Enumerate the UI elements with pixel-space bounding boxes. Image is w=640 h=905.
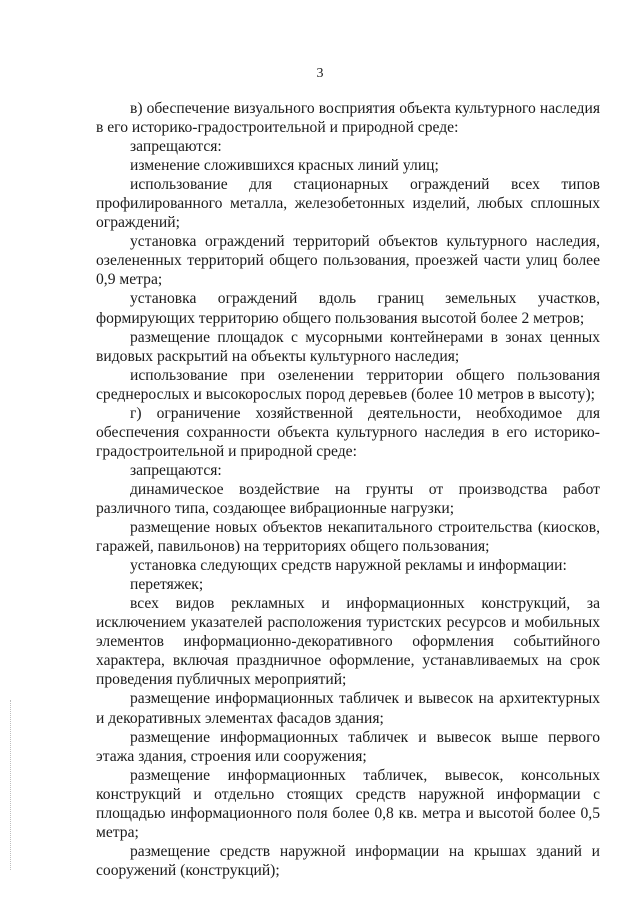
paragraph: запрещаются: xyxy=(130,138,222,156)
paragraph: установка ограждений территорий объектов культурного наследия, озелененных территорий общего пользования, проезжей части улиц более 0,9 метра; xyxy=(96,233,600,289)
scan-edge-marks xyxy=(10,700,12,870)
paragraph: размещение новых объектов некапитального строительства (киосков, гаражей, павильонов) на территориях общего пользования; xyxy=(96,519,600,556)
paragraph: размещение площадок с мусорными контейнерами в зонах ценных видовых раскрытий на объекты культурного наследия; xyxy=(96,328,600,365)
paragraph: перетяжек; xyxy=(130,576,204,594)
paragraph: изменение сложившихся красных линий улиц; xyxy=(130,157,439,175)
paragraph: размещение информационных табличек, вывесок, консольных конструкций и отдельно стоящих средств наружной информации с площадью информационного поля более 0,8 кв. метра и высотой более 0,5 метра; xyxy=(96,766,600,841)
paragraph: размещение информационных табличек и вывесок выше первого этажа здания, строения или сооружения; xyxy=(96,728,600,765)
paragraph: использование для стационарных ограждений всех типов профилированного металла, железобетонных изделий, любых сплошных ограждений; xyxy=(96,176,600,232)
paragraph: запрещаются: xyxy=(130,461,222,479)
paragraph: размещение информационных табличек и вывесок на архитектурных и декоративных элементах фасадов здания; xyxy=(96,690,600,727)
page-number: 3 xyxy=(316,66,324,81)
paragraph: всех видов рекламных и информационных конструкций, за исключением указателей расположения туристских ресурсов и мобильных элементов информационно-декоративного оформления событийного характера, включая праздничное оформление, устанавливаемых на срок проведения публичных мероприятий; xyxy=(96,595,600,689)
paragraph: использование при озеленении территории общего пользования среднерослых и высокорослых пород деревьев (более 10 метров в высоту); xyxy=(96,366,600,403)
paragraph: г) ограничение хозяйственной деятельности, необходимое для обеспечения сохранности объекта культурного наследия в его историко-градостроительной и природной среде: xyxy=(96,404,600,460)
paragraph: установка следующих средств наружной рекламы и информации: xyxy=(130,557,567,575)
paragraph: динамическое воздействие на грунты от производства работ различного типа, создающее вибрационные нагрузки; xyxy=(96,480,600,517)
paragraph: размещение средств наружной информации на крышах зданий и сооружений (конструкций); xyxy=(96,842,600,879)
paragraph: установка ограждений вдоль границ земельных участков, формирующих территорию общего пользования высотой более 2 метров; xyxy=(96,290,600,327)
document-body xyxy=(96,99,600,880)
paragraph: в) обеспечение визуального восприятия объекта культурного наследия в его историко-градостроительной и природной среде: xyxy=(96,100,600,137)
